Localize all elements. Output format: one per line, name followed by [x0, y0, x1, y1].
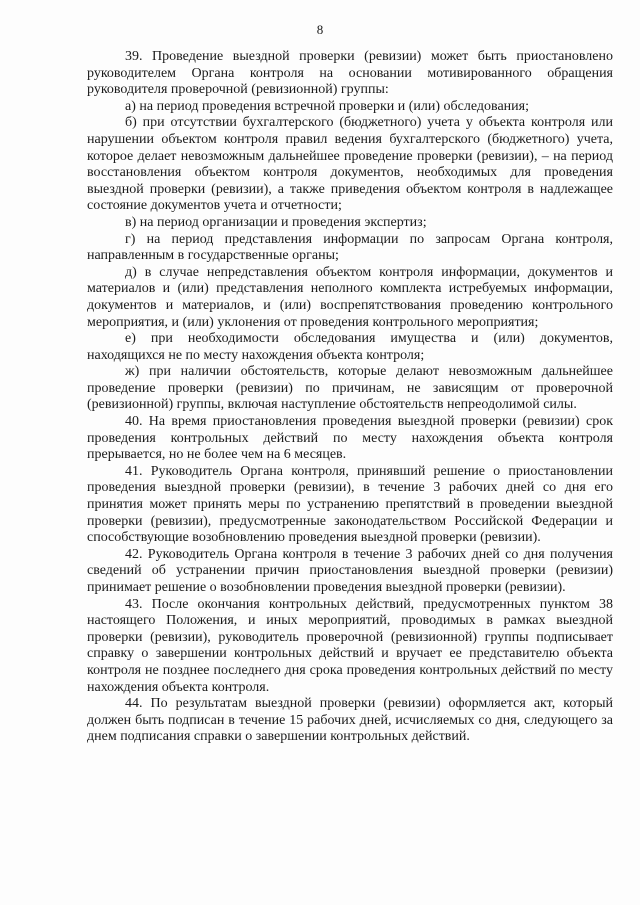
paragraph-40: 40. На время приостановления проведения выездной проверки (ревизии) срок проведения контрольных действий по месту нахождения объекта контроля прерывается, но не более чем на 6 месяцев.: [87, 414, 613, 463]
paragraph-39-v: в) на период организации и проведения экспертиз;: [125, 214, 427, 230]
paragraph-44: 44. По результатам выездной проверки (ревизии) оформляется акт, который должен быть подписан в течение 15 рабочих дней, исчисляемых со дня, следующего за днем подписания справки о завершении контрольных действий.: [87, 696, 613, 745]
document-body: [87, 49, 613, 746]
paragraph-39-d: д) в случае непредставления объектом контроля информации, документов и материалов и (или) представления неполного комплекта истребуемых информации, документов и материалов, и (или) воспрепятствования проведению контрольного мероприятия, и (или) уклонения от проведения контрольного мероприятия;: [87, 264, 613, 330]
paragraph-39-zh: ж) при наличии обстоятельств, которые делают невозможным дальнейшее проведение проверки (ревизии) по причинам, не зависящим от проверочной (ревизионной) группы, включая наступление обстоятельств непреодолимой силы.: [87, 364, 613, 413]
paragraph-39: 39. Проведение выездной проверки (ревизии) может быть приостановлено руководителем Органа контроля на основании мотивированного обращения руководителя проверочной (ревизионной) группы:: [87, 49, 613, 98]
paragraph-41: 41. Руководитель Органа контроля, принявший решение о приостановлении проведения выездной проверки (ревизии), в течение 3 рабочих дней со дня его принятия может принять меры по устранению препятствий в проведении выездной проверки (ревизии), предусмотренные законодательством Российской Федерации и способствующие возобновлению проведения выездной проверки (ревизии).: [87, 463, 613, 546]
paragraph-42: 42. Руководитель Органа контроля в течение 3 рабочих дней со дня получения сведений об устранении причин приостановления выездной проверки (ревизии) принимает решение о возобновлении проведения выездной проверки (ревизии).: [87, 546, 613, 595]
paragraph-39-a: а) на период проведения встречной проверки и (или) обследования;: [125, 98, 529, 114]
paragraph-39-b: б) при отсутствии бухгалтерского (бюджетного) учета у объекта контроля или нарушении объектом контроля правил ведения бухгалтерского (бюджетного) учета, которое делает невозможным дальнейшее проведение проверки (ревизии), – на период восстановления объектом контроля документов, необходимых для проведения выездной проверки (ревизии), а также приведения объектом контроля в надлежащее состояние документов учета и отчетности;: [87, 115, 613, 214]
page-number: 8: [316, 22, 324, 37]
paragraph-39-g: г) на период представления информации по запросам Органа контроля, направленным в государственные органы;: [87, 231, 613, 264]
paragraph-43: 43. После окончания контрольных действий, предусмотренных пунктом 38 настоящего Положения, и иных мероприятий, проводимых в рамках выездной проверки (ревизии), руководитель проверочной (ревизионной) группы подписывает справку о завершении контрольных действий и вручает ее представителю объекта контроля не позднее последнего дня срока проведения контрольных действий по месту нахождения объекта контроля.: [87, 596, 613, 695]
paragraph-39-e: е) при необходимости обследования имущества и (или) документов, находящихся не по месту нахождения объекта контроля;: [87, 331, 613, 363]
